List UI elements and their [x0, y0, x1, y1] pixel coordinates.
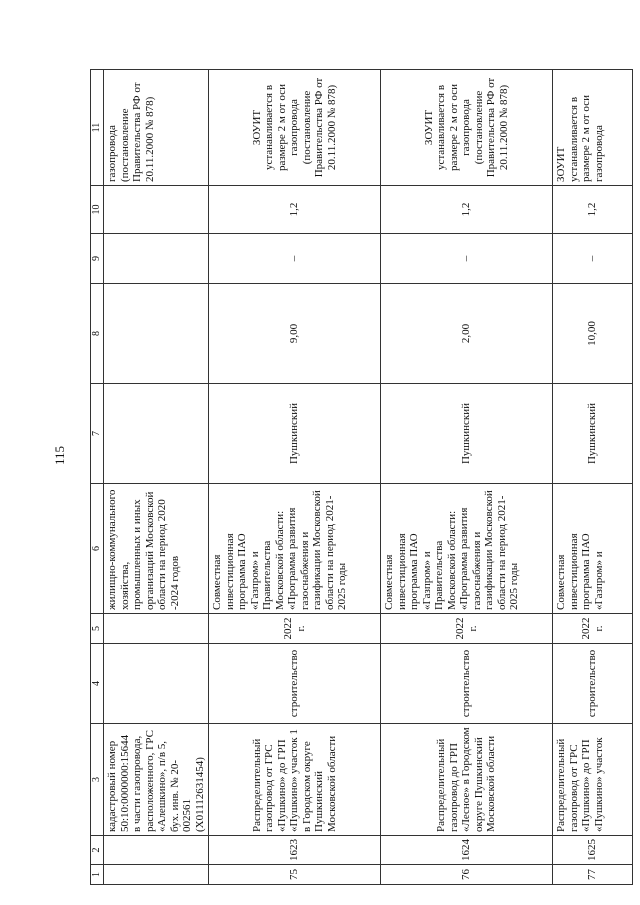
- cell-length: 9,00: [209, 284, 381, 384]
- cell-pressure: 1,2: [381, 186, 553, 234]
- cell-name: Распределительный газопровод от ГРС «Пушкино» до ГРП «Пушкино» участок: [553, 724, 633, 836]
- cell: [104, 186, 209, 234]
- col-num-7: 7: [91, 384, 104, 484]
- cell: [104, 284, 209, 384]
- cell-length: 10,00: [553, 284, 633, 384]
- table-row: [381, 70, 553, 885]
- cell-name: Распределительный газопровод до ГРП «Лесное» в Городском округе Пушкинский Московской области: [381, 724, 553, 836]
- object-id: 1623: [209, 836, 381, 865]
- projects-table: [90, 69, 633, 885]
- cell-name: Распределительный газопровод от ГРС «Пушкино» до ГРП «Пушкино» участок 1 в Городском округе Пушкинский Московской области: [209, 724, 381, 836]
- cell-work-type: строительство: [209, 644, 381, 724]
- col-num-8: 8: [91, 284, 104, 384]
- cell-col9: –: [553, 234, 633, 284]
- col-num-2: 2: [91, 836, 104, 865]
- object-id: 1624: [381, 836, 553, 865]
- column-number-row: [91, 70, 104, 885]
- cell-zone: ЗОУИТ устанавливается в размере 2 м от оси газопровода (постановление Правительства РФ от 20.11.2000 № 878): [381, 70, 553, 186]
- col-num-9: 9: [91, 234, 104, 284]
- object-id: 1625: [553, 836, 633, 865]
- cell: [104, 836, 209, 865]
- row-number: 77: [553, 865, 633, 885]
- cell: [104, 865, 209, 885]
- cell: [104, 614, 209, 644]
- cell-pressure: 1,2: [553, 186, 633, 234]
- cell-zone: ЗОУИТ устанавливается в размере 2 м от оси газопровода (постановление Правительства РФ от 20.11.2000 № 878): [209, 70, 381, 186]
- cell-length: 2,00: [381, 284, 553, 384]
- cell: [104, 234, 209, 284]
- cell-district: Пушкинский: [381, 384, 553, 484]
- cell-work-type: строительство: [381, 644, 553, 724]
- cell-name: кадастровый номер 50:10:0000000:15644 в части газопровода, расположенного, ГРС «Алешкино», п/в 5, бух. инв. № 20-002561 (X01112631454): [104, 724, 209, 836]
- cell: [104, 644, 209, 724]
- cell-program: жилищно-коммунального хозяйства, промышленных и иных организаций Московской области на период 2020 -2024 годов: [104, 484, 209, 614]
- cell-year: 2022 г.: [381, 614, 553, 644]
- cell-pressure: 1,2: [209, 186, 381, 234]
- col-num-5: 5: [91, 614, 104, 644]
- col-num-1: 1: [91, 865, 104, 885]
- page-number: 115: [52, 445, 67, 465]
- table-row: [553, 70, 633, 885]
- row-number: 76: [381, 865, 553, 885]
- cell-district: Пушкинский: [553, 384, 633, 484]
- cell-program: Совместная инвестиционная программа ПАО «Газпром» и Правительства Московской области: «Программа развития газоснабжения и газификации Московской области на период 2021-2025 годы: [381, 484, 553, 614]
- cell-program: Совместная инвестиционная программа ПАО «Газпром» и: [553, 484, 633, 614]
- col-num-10: 10: [91, 186, 104, 234]
- table-row: [209, 70, 381, 885]
- cell: [104, 384, 209, 484]
- cell-year: 2022 г.: [209, 614, 381, 644]
- col-num-11: 11: [91, 70, 104, 186]
- col-num-3: 3: [91, 724, 104, 836]
- table-row-continuation: [104, 70, 209, 885]
- cell-col9: –: [209, 234, 381, 284]
- cell-program: Совместная инвестиционная программа ПАО «Газпром» и Правительства Московской области: «Программа развития газоснабжения и газификации Московской области на период 2021-2025 годы: [209, 484, 381, 614]
- cell-district: Пушкинский: [209, 384, 381, 484]
- row-number: 75: [209, 865, 381, 885]
- col-num-6: 6: [91, 484, 104, 614]
- cell-col9: –: [381, 234, 553, 284]
- cell-zone: газопровода (постановление Правительства РФ от 20.11.2000 № 878): [104, 70, 209, 186]
- col-num-4: 4: [91, 644, 104, 724]
- cell-year: 2022 г.: [553, 614, 633, 644]
- cell-work-type: строительство: [553, 644, 633, 724]
- cell-zone: ЗОУИТ устанавливается в размере 2 м от оси газопровода: [553, 70, 633, 186]
